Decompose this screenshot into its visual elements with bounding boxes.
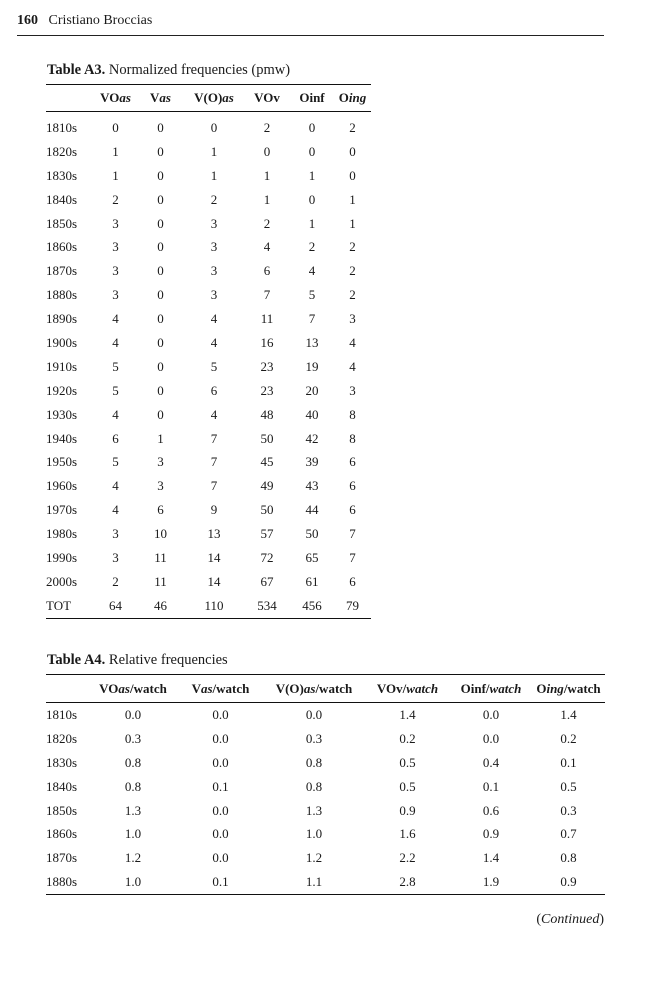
table-cell: 4 [210,311,218,327]
table-cell: 6 [210,382,218,398]
table-cell: 5 [112,358,119,374]
table-cell: 110 [184,594,244,618]
table-row [46,188,371,212]
row-period: 1870s [46,850,78,866]
table-cell: 39 [305,454,319,470]
column-header-italic: as [119,90,131,105]
column-header [365,675,450,703]
table-cell: 534 [244,594,290,618]
table-cell: 7 [210,454,218,470]
row-period: 1960s [46,478,78,494]
running-head-author: Cristiano Broccias [48,13,153,28]
table-cell: 2.8 [365,870,450,894]
column-header [94,85,137,112]
column-header [178,675,263,703]
table-cell: 7 [349,526,356,542]
table-cell: 3 [112,287,119,303]
column-header [290,85,334,112]
table-cell: 44 [305,502,319,518]
column-header-text: V [150,90,160,105]
table-cell: 0.0 [212,730,229,746]
column-header [334,85,371,112]
continued-note [536,910,604,930]
table-cell: 23 [260,358,274,374]
table-cell: 5 [112,382,119,398]
table-cell: 6 [349,573,356,589]
table-cell: 6 [157,502,164,518]
row-period: 1820s [46,143,78,159]
table-cell: 5 [210,358,218,374]
column-header-suffix: /watch [315,680,353,696]
page-number: 160 [17,13,38,28]
table-cell: 1 [112,167,119,183]
table-cell: 0.8 [560,850,577,866]
table-cell: 1 [308,167,316,183]
table-row [46,403,371,427]
table-a3-title: Normalized frequencies (pmw) [108,62,291,78]
column-header-text: VOv/ [376,680,407,696]
table-cell: 50 [305,526,319,542]
column-header-italic: as [200,680,213,696]
header-corner [46,675,88,703]
table-cell: 2 [349,263,356,279]
table-cell: 7 [308,311,316,327]
table-cell: 2 [349,287,356,303]
table-cell: 23 [260,382,274,398]
table-cell: 14 [207,549,221,565]
table-cell: 1 [157,430,164,446]
table-cell: 3 [210,239,218,255]
table-cell: 0 [308,119,316,135]
table-cell: 4 [308,263,316,279]
table-row [46,112,371,140]
table-cell: 0.5 [560,778,577,794]
table-a4-block [46,650,605,895]
row-period: 1830s [46,167,78,183]
table-row [46,355,371,379]
table-a3-header-row [46,85,371,112]
column-header-italic: as [303,680,316,696]
table-a4-caption [47,650,605,670]
row-period: 1970s [46,502,78,518]
table-cell: 3 [112,239,119,255]
table-cell: 0.2 [399,730,416,746]
table-cell: 2 [112,191,119,207]
table-cell: 1.2 [124,850,142,866]
table-row [46,703,605,727]
column-header-italic: ing [348,90,367,105]
table-cell: 1 [112,143,119,159]
row-period: 1870s [46,263,78,279]
table-cell: 42 [305,430,319,446]
row-period: 1940s [46,430,78,446]
table-row [46,307,371,331]
column-header-text: VO [100,90,120,105]
table-cell: 6 [349,454,356,470]
row-period: 1930s [46,406,78,422]
table-cell: 3 [349,382,356,398]
table-row [46,331,371,355]
table-cell: 45 [260,454,274,470]
table-cell: 0 [157,334,164,350]
table-cell: 13 [305,334,319,350]
column-header-suffix: /watch [212,680,250,696]
table-cell: 7 [263,287,271,303]
table-cell: 4 [210,334,218,350]
table-cell: 46 [137,594,184,618]
table-cell: 0.3 [560,802,577,818]
table-a3 [46,84,371,619]
table-cell: 67 [260,573,274,589]
table-cell: 1.0 [124,826,142,842]
column-header-italic: as [159,90,171,105]
table-cell: 4 [349,358,356,374]
table-cell: 13 [207,526,221,542]
table-cell: 7 [349,549,356,565]
table-cell: 0 [157,143,164,159]
table-cell: 1 [210,143,218,159]
table-cell: 8 [349,406,356,422]
table-cell: 11 [154,573,167,589]
table-cell: 9 [210,502,218,518]
table-cell: 0 [308,191,316,207]
table-cell: 1.6 [399,826,416,842]
column-header-suffix: /watch [129,680,167,696]
running-head [17,11,604,36]
row-period: 1840s [46,191,78,207]
table-cell: 0.9 [532,870,605,894]
table-cell: 0.0 [212,826,229,842]
table-row [46,594,371,618]
table-a4 [46,674,605,895]
table-cell: 19 [305,358,319,374]
table-cell: 0.5 [399,754,416,770]
table-cell: 1.4 [560,706,577,722]
table-cell: 1 [308,215,316,231]
table-row [46,498,371,522]
table-cell: 3 [157,478,164,494]
column-header [184,85,244,112]
table-cell: 4 [349,334,356,350]
table-cell: 4 [112,406,119,422]
table-cell: 50 [260,430,274,446]
table-a4-body [46,703,605,895]
row-period: 1950s [46,454,78,470]
table-cell: 1.1 [263,870,365,894]
table-row [46,846,605,870]
table-cell: 0 [157,215,164,231]
table-row [46,235,371,259]
table-cell: 1.0 [305,826,323,842]
table-cell: 1 [210,167,218,183]
table-cell: 1.4 [482,850,500,866]
table-row [46,775,605,799]
table-a3-caption [47,60,371,80]
row-period: 1920s [46,382,78,398]
table-cell: 49 [260,478,274,494]
table-cell: 6 [349,478,356,494]
column-header-suffix: /watch [563,680,601,696]
table-row [46,870,605,894]
table-cell: 2 [112,573,119,589]
table-cell: 5 [112,454,119,470]
table-cell: 5 [308,287,316,303]
table-cell: 43 [305,478,319,494]
table-a4-header-row [46,675,605,703]
table-cell: 0.2 [560,730,577,746]
table-cell: 0.6 [482,802,500,818]
table-row [46,212,371,236]
table-cell: 40 [305,406,319,422]
continued-word: Continued [540,912,600,927]
table-row [46,283,371,307]
table-row [46,822,605,846]
table-row [46,570,371,594]
column-header-text: V(O) [194,90,223,105]
column-header-text: O [338,90,349,105]
table-cell: 7 [210,430,218,446]
table-cell: 3 [112,215,119,231]
column-header-text: V [191,680,201,696]
table-cell: 0 [157,119,164,135]
table-a3-label: Table A3. [47,62,106,78]
table-cell: 2 [210,191,218,207]
continued-close-paren: ) [599,912,604,927]
table-cell: 0 [210,119,218,135]
table-cell: 3 [112,263,119,279]
table-cell: 4 [263,239,271,255]
table-a3-body [46,112,371,619]
table-cell: 0 [157,382,164,398]
table-cell: 8 [349,430,356,446]
column-header-text: VOv [254,90,280,105]
table-cell: 0.1 [560,754,577,770]
table-cell: 0 [349,167,356,183]
table-a4-label: Table A4. [47,652,106,668]
table-cell: 0.0 [482,730,500,746]
table-cell: 0 [157,358,164,374]
table-cell: 3 [112,526,119,542]
table-cell: 0.5 [399,778,416,794]
table-cell: 1.3 [124,802,142,818]
row-period: 2000s [46,573,78,589]
table-cell: 50 [260,502,274,518]
table-cell: 6 [112,430,119,446]
table-cell: 4 [112,478,119,494]
table-cell: 1.9 [450,870,532,894]
table-cell: 7 [210,478,218,494]
table-cell: 0.9 [482,826,500,842]
table-cell: 0.1 [178,870,263,894]
table-cell: 1.0 [88,870,178,894]
table-cell: 79 [334,594,371,618]
row-period: 1850s [46,215,78,231]
table-cell: 1 [349,191,356,207]
table-cell: 10 [154,526,167,542]
table-cell: 11 [154,549,167,565]
table-cell: 2 [308,239,316,255]
table-cell: 11 [260,311,274,327]
table-cell: 0.1 [212,778,229,794]
table-cell: 4 [210,406,218,422]
table-cell: 61 [305,573,319,589]
row-period: 1810s [46,706,78,722]
table-cell: 0.0 [212,754,229,770]
table-cell: 0 [349,143,356,159]
table-row [46,751,605,775]
table-cell: 1 [263,191,271,207]
column-header-text: O [536,680,547,696]
column-header-italic: as [118,680,130,696]
table-cell: 0.0 [124,706,142,722]
column-header-text: Oinf/ [460,680,490,696]
table-row [46,379,371,403]
table-cell: 0 [157,239,164,255]
table-cell: 0.7 [560,826,577,842]
table-cell: 456 [290,594,334,618]
table-row [46,164,371,188]
column-header [450,675,532,703]
column-header [88,675,178,703]
table-cell: 0 [157,311,164,327]
column-header-italic: watch [489,680,522,696]
table-cell: 6 [263,263,271,279]
table-cell: 14 [207,573,221,589]
header-corner [46,85,94,112]
table-cell: 0.3 [124,730,142,746]
row-period: 1910s [46,358,78,374]
table-cell: 57 [260,526,274,542]
table-cell: 0 [263,143,271,159]
table-cell: 2 [349,119,356,135]
table-cell: 0.8 [124,754,142,770]
column-header [263,675,365,703]
table-row [46,546,371,570]
table-cell: 0.0 [482,706,500,722]
row-period: 1990s [46,549,78,565]
row-period: 1810s [46,119,78,135]
row-period: 1820s [46,730,78,746]
table-cell: 0 [157,167,164,183]
table-cell: 6 [349,502,356,518]
table-cell: 0 [308,143,316,159]
row-period: 1880s [46,287,78,303]
column-header-text: VO [99,680,119,696]
table-cell: 72 [260,549,274,565]
table-cell: 16 [260,334,274,350]
column-header-text: Oinf [299,90,325,105]
table-a4-title: Relative frequencies [108,652,228,668]
row-period: 1900s [46,334,78,350]
column-header-italic: ing [546,680,564,696]
table-cell: 4 [112,502,119,518]
table-cell: 0 [157,406,164,422]
table-cell: 0.0 [212,706,229,722]
table-cell: 1 [263,167,271,183]
table-cell: 1.2 [305,850,323,866]
table-cell: 0.8 [124,778,142,794]
table-cell: 1 [349,215,356,231]
column-header [137,85,184,112]
table-cell: 0.0 [305,706,323,722]
continued-open-paren: ( [536,912,541,927]
table-row [46,450,371,474]
column-header [244,85,290,112]
table-row [46,259,371,283]
row-period: 1980s [46,526,78,542]
table-cell: 3 [210,215,218,231]
row-period: 1890s [46,311,78,327]
column-header-italic: as [222,90,234,105]
table-cell: 3 [210,263,218,279]
table-cell: 4 [112,311,119,327]
table-cell: 2 [263,215,271,231]
table-cell: 3 [157,454,164,470]
table-cell: 0.4 [482,754,500,770]
table-cell: 1.3 [305,802,323,818]
table-cell: 0.1 [482,778,500,794]
table-cell: 0.8 [305,754,323,770]
table-row [46,799,605,823]
table-cell: 0.0 [212,850,229,866]
table-cell: 0.8 [305,778,323,794]
table-cell: 3 [112,549,119,565]
table-cell: 2 [263,119,271,135]
table-cell: 2 [349,239,356,255]
table-row [46,522,371,546]
table-row [46,140,371,164]
table-row [46,474,371,498]
table-row [46,427,371,451]
table-row [46,727,605,751]
table-cell: 64 [94,594,137,618]
table-cell: 1.4 [399,706,416,722]
table-cell: 0 [157,287,164,303]
row-period: 1830s [46,754,78,770]
table-cell: 20 [305,382,319,398]
table-cell: 0 [112,119,119,135]
row-period: 1850s [46,802,78,818]
table-a3-block [46,60,371,619]
table-cell: 3 [349,311,356,327]
table-cell: 65 [305,549,319,565]
table-cell: 0.0 [212,802,229,818]
column-header [532,675,605,703]
table-cell: 0.3 [305,730,323,746]
table-cell: 2.2 [399,850,416,866]
column-header-text: V(O) [275,680,304,696]
table-cell: 0 [157,191,164,207]
table-cell: 48 [260,406,274,422]
table-cell: 3 [210,287,218,303]
row-period: 1860s [46,826,78,842]
row-period: TOT [46,594,94,618]
row-period: 1880s [46,870,88,894]
column-header-italic: watch [406,680,439,696]
table-cell: 0.9 [399,802,416,818]
table-cell: 4 [112,334,119,350]
table-cell: 0 [157,263,164,279]
row-period: 1860s [46,239,78,255]
row-period: 1840s [46,778,78,794]
